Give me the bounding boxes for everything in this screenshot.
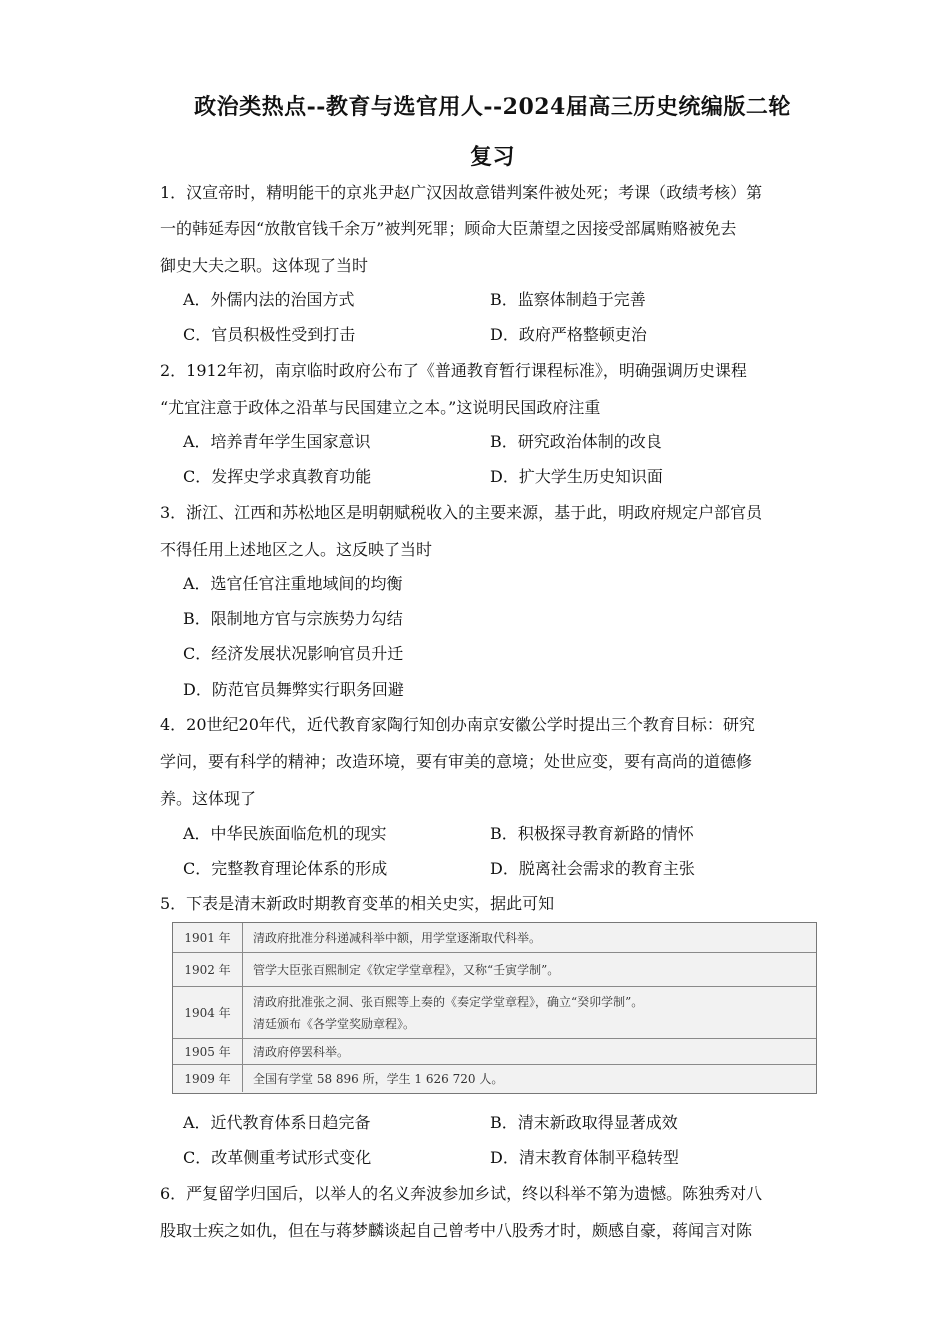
table-event-cell [253,1065,808,1092]
question-3-text-line: 3．浙江、江西和苏松地区是明朝赋税收入的主要来源，基于此，明政府规定户部官员 [160,503,763,522]
table-event-text: 全国有学堂 58 896 所，学生 1 626 720 人。 [253,1071,504,1086]
question-4-option-c: C．完整教育理论体系的形成 [183,859,388,878]
table-event-cell [253,1039,808,1064]
question-2-option-b: B．研究政治体制的改良 [490,432,662,451]
table-event-text: 清政府批准张之洞、张百熙等上奏的《奏定学堂章程》，确立“癸卯学制”。 [253,994,644,1009]
question-5-option-a: A．近代教育体系日趋完备 [183,1113,371,1132]
question-5-text-line: 5．下表是清末新政时期教育变革的相关史实，据此可知 [160,894,555,913]
table-year-cell: 1904 年 [173,987,243,1038]
question-3-text-line: 不得任用上述地区之人。这反映了当时 [160,540,433,559]
table-row [173,987,816,1039]
question-2-option-d: D．扩大学生历史知识面 [490,467,663,486]
question-3-option-a: A．选官任官注重地域间的均衡 [183,574,403,593]
question-2-option-a: A．培养青年学生国家意识 [183,432,371,451]
question-1-option-a: A．外儒内法的治国方式 [183,290,355,309]
table-year-cell: 1902 年 [173,953,243,986]
document-title-continued: 复习 [469,144,515,170]
table-row [173,923,816,953]
table-year-cell: 1909 年 [173,1065,243,1092]
question-5-option-c: C．改革侧重考试形式变化 [183,1148,372,1167]
table-event-text: 清政府停罢科举。 [253,1044,350,1059]
question-1-text-line: 御史大夫之职。这体现了当时 [160,256,369,275]
question-4-text-line: 养。这体现了 [160,789,257,808]
table-event-text: 管学大臣张百熙制定《钦定学堂章程》，又称“壬寅学制”。 [253,962,560,977]
table-event-cell [253,953,808,986]
table-event-cell [253,987,808,1038]
question-4-text-line: 学问，要有科学的精神；改造环境，要有审美的意境；处世应变，要有高尚的道德修 [160,752,753,771]
question-3-option-d: D．防范官员舞弊实行职务回避 [183,680,404,699]
question-4-option-b: B．积极探寻教育新路的情怀 [490,824,694,843]
question-5-option-d: D．清末教育体制平稳转型 [490,1148,679,1167]
question-6-text-line: 6．严复留学归国后，以举人的名义奔波参加乡试，终以科举不第为遗憾。陈独秀对八 [160,1184,763,1203]
table-row [173,953,816,987]
question-2-option-c: C．发挥史学求真教育功能 [183,467,372,486]
question-1-text-line: 一的韩延寿因“放散官钱千余万”被判死罪；顾命大臣萧望之因接受部属贿赂被免去 [160,219,737,238]
question-4-option-d: D．脱离社会需求的教育主张 [490,859,695,878]
question-5-option-b: B．清末新政取得显著成效 [490,1113,678,1132]
table-event-cell [253,923,808,952]
table-event-text: 清政府批准分科递减科举中额，用学堂逐渐取代科举。 [253,930,542,945]
question-3-option-b: B．限制地方官与宗族势力勾结 [183,609,403,628]
table-row [173,1065,816,1092]
question-3-option-c: C．经济发展状况影响官员升迁 [183,644,404,663]
table-event-text: 清廷颁布《各学堂奖励章程》。 [253,1016,416,1031]
document-title: 政治类热点--教育与选官用人--2024届高三历史统编版二轮 [194,94,791,120]
question-1-option-b: B．监察体制趋于完善 [490,290,646,309]
question-1-option-d: D．政府严格整顿吏治 [490,325,647,344]
table-year-cell: 1901 年 [173,923,243,952]
question-1-option-c: C．官员积极性受到打击 [183,325,356,344]
reform-history-table [172,922,817,1094]
question-1-text-line: 1．汉宣帝时，精明能干的京兆尹赵广汉因故意错判案件被处死；考课（政绩考核）第 [160,183,763,202]
question-6-text-line: 股取士疾之如仇，但在与蒋梦麟谈起自己曾考中八股秀才时，颇感自豪，蒋闻言对陈 [160,1221,753,1240]
question-2-text-line: “尤宜注意于政体之沿革与民国建立之本。”这说明民国政府注重 [160,398,601,417]
table-row [173,1039,816,1065]
question-4-text-line: 4．20世纪20年代，近代教育家陶行知创办南京安徽公学时提出三个教育目标：研究 [160,715,755,734]
question-4-option-a: A．中华民族面临危机的现实 [183,824,387,843]
question-2-text-line: 2．1912年初，南京临时政府公布了《普通教育暂行课程标准》，明确强调历史课程 [160,361,747,380]
table-year-cell: 1905 年 [173,1039,243,1064]
